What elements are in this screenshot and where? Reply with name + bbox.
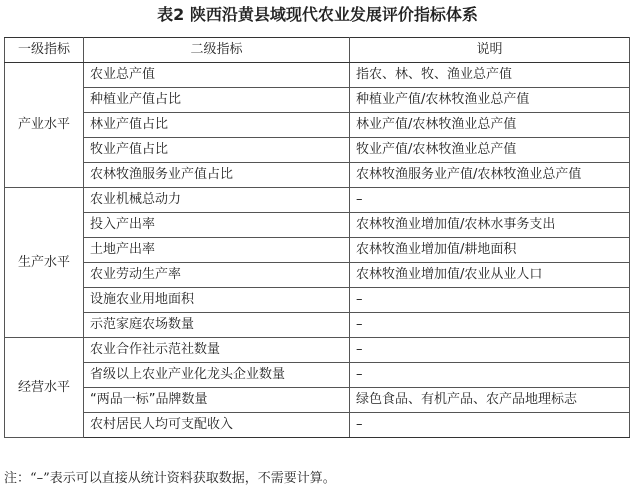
group-label: 产业水平 (5, 63, 84, 188)
description-cell: 指农、林、牧、渔业总产值 (350, 63, 630, 88)
description-cell: 农林牧渔服务业产值/农林牧渔业总产值 (350, 163, 630, 188)
indicator-cell: 设施农业用地面积 (84, 288, 350, 313)
description-cell: 牧业产值/农林牧渔业总产值 (350, 138, 630, 163)
group-label: 生产水平 (5, 188, 84, 338)
indicator-cell: 林业产值占比 (84, 113, 350, 138)
indicator-cell: 牧业产值占比 (84, 138, 350, 163)
table-row (5, 213, 630, 238)
indicator-cell: 省级以上农业产业化龙头企业数量 (84, 363, 350, 388)
description-cell: 农林牧渔业增加值/耕地面积 (350, 238, 630, 263)
header-level2: 二级指标 (84, 38, 350, 63)
indicator-cell: 农业机械总动力 (84, 188, 350, 213)
indicator-cell: 农村居民人均可支配收入 (84, 413, 350, 438)
indicator-cell: 种植业产值占比 (84, 88, 350, 113)
table-row (5, 288, 630, 313)
description-cell: – (350, 313, 630, 338)
table-row (5, 363, 630, 388)
indicator-cell: 农林牧渔服务业产值占比 (84, 163, 350, 188)
description-cell: 种植业产值/农林牧渔业总产值 (350, 88, 630, 113)
indicator-cell: 投入产出率 (84, 213, 350, 238)
table-row (5, 338, 630, 363)
description-cell: – (350, 288, 630, 313)
description-cell: – (350, 413, 630, 438)
description-cell: 农林牧渔业增加值/农业从业人口 (350, 263, 630, 288)
indicator-cell: 农业合作社示范社数量 (84, 338, 350, 363)
table-row (5, 238, 630, 263)
description-cell: 林业产值/农林牧渔业总产值 (350, 113, 630, 138)
indicator-cell: 土地产出率 (84, 238, 350, 263)
indicator-cell: “两品一标”品牌数量 (84, 388, 350, 413)
header-level1: 一级指标 (5, 38, 84, 63)
description-cell: 农林牧渔业增加值/农林水事务支出 (350, 213, 630, 238)
table-title: 表2 陕西沿黄县域现代农业发展评价指标体系 (157, 5, 478, 24)
table-row (5, 313, 630, 338)
table-row (5, 113, 630, 138)
indicator-table (4, 37, 630, 438)
description-cell: – (350, 188, 630, 213)
table-header-row (5, 38, 630, 63)
table-row (5, 388, 630, 413)
description-cell: 绿色食品、有机产品、农产品地理标志 (350, 388, 630, 413)
indicator-cell: 农业总产值 (84, 63, 350, 88)
header-description: 说明 (350, 38, 630, 63)
table-row (5, 138, 630, 163)
group-label: 经营水平 (5, 338, 84, 438)
table-row (5, 88, 630, 113)
indicator-cell: 示范家庭农场数量 (84, 313, 350, 338)
table-row (5, 63, 630, 88)
table-row (5, 163, 630, 188)
table-row (5, 188, 630, 213)
description-cell: – (350, 338, 630, 363)
table-note: 注：“–”表示可以直接从统计资料获取数据，不需要计算。 (4, 471, 336, 486)
description-cell: – (350, 363, 630, 388)
table-row (5, 413, 630, 438)
indicator-cell: 农业劳动生产率 (84, 263, 350, 288)
table-row (5, 263, 630, 288)
